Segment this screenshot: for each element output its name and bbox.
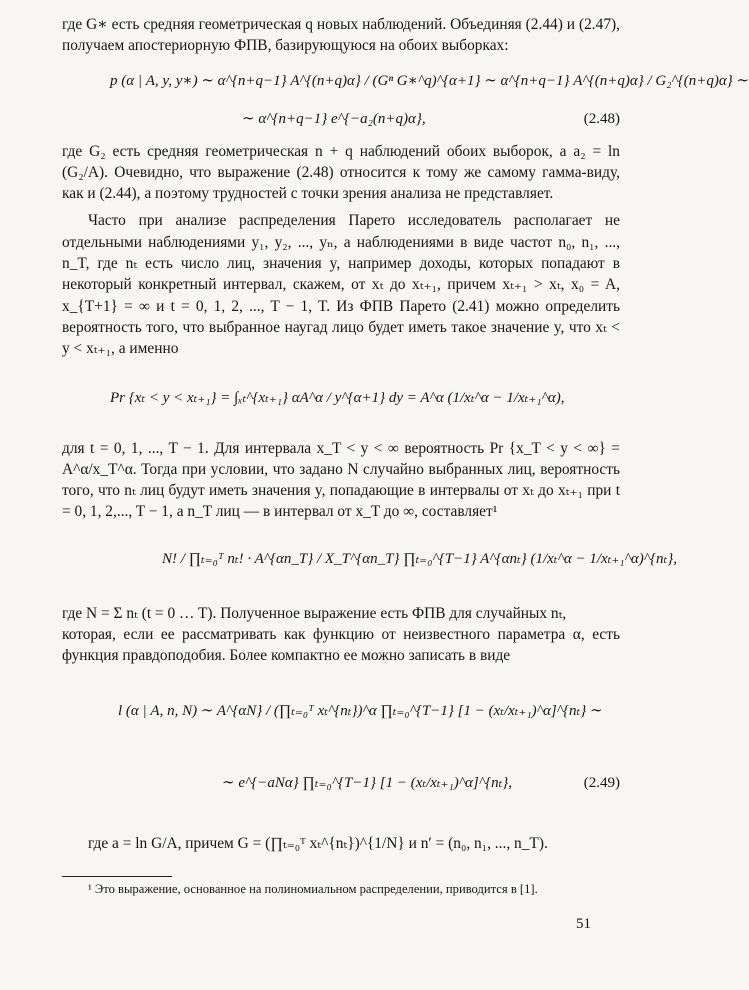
equation-2-48	[62, 59, 749, 141]
equation-2-48-line-1: p (α | A, y, y∗) ∼ α^{n+q−1} A^{(n+q)α} / (Gⁿ G∗^q)^{α+1} ∼ α^{n+q−1} A^{(n+q)α} / G₂^{(n+q)α} ∼	[110, 72, 749, 89]
equation-2-48-line-2: ∼ α^{n+q−1} e^{−a₂(n+q)α},	[242, 110, 426, 127]
page-number: 51	[576, 916, 591, 932]
equation-probability-interval	[62, 360, 620, 438]
equation-2-49-number: (2.49)	[583, 774, 620, 791]
paragraph-4: для t = 0, 1, ..., T − 1. Для интервала x_T < y < ∞ вероятность Pr {x_T < y < ∞} = A^α/x_T^α. Тогда при условии, что задано N случайно выбранных лиц, вероятность того, что nₜ лиц будут иметь значения y, попадающие в интервалы от xₜ до xₜ₊₁ при t = 0, 1, 2,..., T − 1, а n_T лиц — в интервал от x_T до ∞, составляет¹	[62, 439, 620, 521]
paragraph-3: Часто при анализе распределения Парето исследователь располагает не отдельными наблюдениями y₁, y₂, ..., yₙ, а наблюдениями в виде частот n₀, n₁, ..., n_T, где nₜ есть число лиц, значения y, например доходы, которых попадают в некоторый конкретный интервал, скажем, от xₜ до xₜ₊₁, причем xₜ₊₁ > xₜ, x₀ = A, x_{T+1} = ∞ и t = 0, 1, 2, ..., T − 1, T. Из ФПВ Парето (2.41) можно определить вероятность того, что выбранное наугад лицо будет иметь такое значение y, что xₜ < y < xₜ₊₁, а именно	[62, 212, 620, 358]
page-body	[62, 14, 749, 897]
equation-multinomial-text: N! / ∏ₜ₌₀ᵀ nₜ! · A^{αn_T} / X_T^{αn_T} ∏ₜ₌₀^{T−1} A^{αnₜ} (1/xₜ^α − 1/xₜ₊₁^α)^{nₜ},	[162, 550, 677, 567]
paragraph-2: где G₂ есть средняя геометрическая n + q наблюдений обоих выборок, а a₂ = ln (G₂/A). Очевидно, что выражение (2.48) относится к тому же самому гамма-виду, как и (2.44), а поэтому трудностей с точки зрения анализа не представляет.	[62, 142, 620, 203]
equation-2-49	[62, 667, 620, 827]
paragraph-5b: которая, если ее рассматривать как функцию от неизвестного параметра α, есть функция правдоподобия. Более компактно ее можно записать в виде	[62, 626, 620, 665]
footnote: ¹ Это выражение, основанное на полиномиальном распределении, приводится в [1].	[88, 881, 538, 896]
equation-probability-text: Pr {xₜ < y < xₜ₊₁} = ∫ₓₜ^{xₜ₊₁} αA^α / y^{α+1} dy = A^α (1/xₜ^α − 1/xₜ₊₁^α),	[110, 389, 565, 406]
paragraph-5a: где N = Σ nₜ (t = 0 … T). Полученное выражение есть ФПВ для случайных nₜ,	[62, 604, 567, 622]
paragraph-1: где G∗ есть средняя геометрическая q новых наблюдений. Объединяя (2.44) и (2.47), получаем апостериорную ФПВ, базирующуюся на обоих выборках:	[62, 16, 620, 55]
equation-2-48-number: (2.48)	[583, 110, 620, 127]
equation-multinomial	[62, 523, 677, 599]
equation-2-49-line-1: l (α | A, n, N) ∼ A^{αN} / (∏ₜ₌₀ᵀ xₜ^{nₜ})^α ∏ₜ₌₀^{T−1} [1 − (xₜ/xₜ₊₁)^α]^{nₜ} ∼	[118, 702, 603, 719]
equation-2-49-line-2: ∼ e^{−aNα} ∏ₜ₌₀^{T−1} [1 − (xₜ/xₜ₊₁)^α]^{nₜ},	[222, 774, 513, 791]
paragraph-6: где a = ln G/A, причем G = (∏ₜ₌₀ᵀ xₜ^{nₜ})^{1/N} и n′ = (n₀, n₁, ..., n_T).	[88, 834, 548, 852]
footnote-rule	[62, 876, 172, 877]
